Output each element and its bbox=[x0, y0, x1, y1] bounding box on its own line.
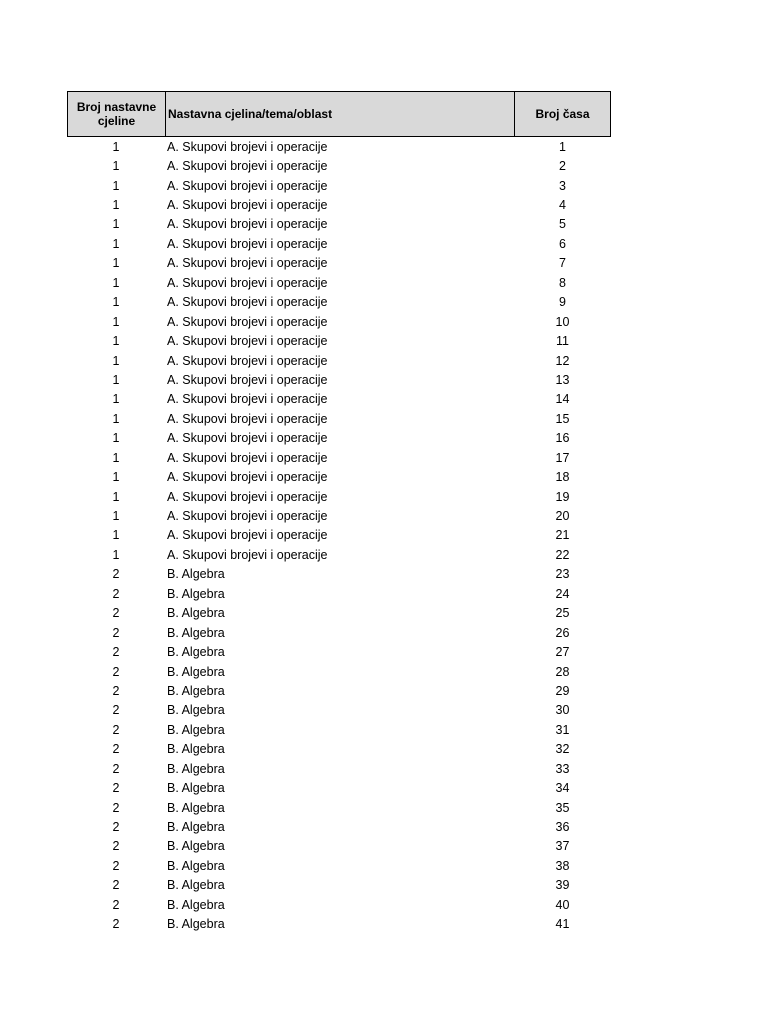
cell-unit-number: 1 bbox=[112, 450, 120, 465]
cell-lesson-number: 36 bbox=[555, 820, 570, 835]
cell-unit-number: 2 bbox=[112, 742, 120, 757]
table-row bbox=[67, 798, 611, 817]
cell-lesson-number: 27 bbox=[555, 645, 570, 660]
cell-lesson-number: 17 bbox=[555, 450, 570, 465]
cell-unit-number: 1 bbox=[112, 256, 120, 271]
cell-topic: B. Algebra bbox=[167, 917, 225, 932]
table-header bbox=[67, 91, 611, 137]
cell-lesson-number: 38 bbox=[555, 858, 570, 873]
table-row bbox=[67, 662, 611, 681]
cell-unit-number: 1 bbox=[112, 528, 120, 543]
cell-lesson-number: 24 bbox=[555, 586, 570, 601]
header-unit-number: Broj nastavne cjeline bbox=[68, 92, 166, 136]
cell-unit-number: 1 bbox=[112, 392, 120, 407]
cell-lesson-number: 11 bbox=[556, 334, 569, 349]
cell-topic: B. Algebra bbox=[167, 878, 225, 893]
cell-topic: A. Skupovi brojevi i operacije bbox=[167, 450, 328, 465]
cell-lesson-number: 34 bbox=[555, 781, 570, 796]
cell-topic: B. Algebra bbox=[167, 800, 225, 815]
table-row bbox=[67, 467, 611, 486]
cell-unit-number: 2 bbox=[112, 645, 120, 660]
cell-topic: B. Algebra bbox=[167, 781, 225, 796]
cell-unit-number: 2 bbox=[112, 897, 120, 912]
table-row bbox=[67, 545, 611, 564]
table-row bbox=[67, 448, 611, 467]
cell-lesson-number: 4 bbox=[559, 198, 566, 213]
cell-unit-number: 1 bbox=[112, 411, 120, 426]
cell-lesson-number: 25 bbox=[555, 606, 570, 621]
cell-lesson-number: 31 bbox=[555, 722, 570, 737]
cell-unit-number: 1 bbox=[112, 275, 120, 290]
table-row bbox=[67, 390, 611, 409]
cell-unit-number: 2 bbox=[112, 800, 120, 815]
cell-lesson-number: 14 bbox=[555, 392, 570, 407]
cell-topic: B. Algebra bbox=[167, 606, 225, 621]
table-row bbox=[67, 351, 611, 370]
cell-unit-number: 1 bbox=[112, 139, 120, 154]
cell-topic: A. Skupovi brojevi i operacije bbox=[167, 489, 328, 504]
cell-lesson-number: 22 bbox=[555, 547, 570, 562]
cell-unit-number: 1 bbox=[112, 509, 120, 524]
cell-unit-number: 1 bbox=[112, 198, 120, 213]
cell-topic: B. Algebra bbox=[167, 567, 225, 582]
table-row bbox=[67, 195, 611, 214]
table-row bbox=[67, 895, 611, 914]
cell-lesson-number: 30 bbox=[555, 703, 570, 718]
cell-unit-number: 2 bbox=[112, 703, 120, 718]
cell-lesson-number: 35 bbox=[555, 800, 570, 815]
cell-lesson-number: 8 bbox=[559, 275, 566, 290]
cell-unit-number: 2 bbox=[112, 858, 120, 873]
table-row bbox=[67, 584, 611, 603]
cell-unit-number: 2 bbox=[112, 878, 120, 893]
table-row bbox=[67, 837, 611, 856]
table-row bbox=[67, 176, 611, 195]
cell-topic: B. Algebra bbox=[167, 761, 225, 776]
cell-topic: B. Algebra bbox=[167, 722, 225, 737]
table-row bbox=[67, 506, 611, 525]
table-row bbox=[67, 429, 611, 448]
cell-unit-number: 1 bbox=[112, 334, 120, 349]
cell-unit-number: 2 bbox=[112, 567, 120, 582]
cell-unit-number: 2 bbox=[112, 820, 120, 835]
cell-unit-number: 1 bbox=[112, 178, 120, 193]
table-row bbox=[67, 681, 611, 700]
cell-lesson-number: 21 bbox=[555, 528, 570, 543]
table-row bbox=[67, 642, 611, 661]
cell-lesson-number: 3 bbox=[559, 178, 566, 193]
cell-unit-number: 1 bbox=[112, 470, 120, 485]
table-row bbox=[67, 876, 611, 895]
cell-lesson-number: 32 bbox=[555, 742, 570, 757]
cell-lesson-number: 16 bbox=[555, 431, 570, 446]
cell-topic: B. Algebra bbox=[167, 664, 225, 679]
cell-topic: B. Algebra bbox=[167, 858, 225, 873]
cell-topic: B. Algebra bbox=[167, 820, 225, 835]
cell-topic: A. Skupovi brojevi i operacije bbox=[167, 275, 328, 290]
cell-lesson-number: 13 bbox=[555, 372, 570, 387]
cell-unit-number: 1 bbox=[112, 236, 120, 251]
table-row bbox=[67, 273, 611, 292]
cell-unit-number: 2 bbox=[112, 683, 120, 698]
table-row bbox=[67, 856, 611, 875]
cell-lesson-number: 7 bbox=[559, 256, 566, 271]
cell-lesson-number: 37 bbox=[555, 839, 570, 854]
header-lesson-number: Broj časa bbox=[535, 107, 590, 121]
cell-topic: A. Skupovi brojevi i operacije bbox=[167, 314, 328, 329]
cell-lesson-number: 33 bbox=[555, 761, 570, 776]
cell-unit-number: 2 bbox=[112, 606, 120, 621]
table-row bbox=[67, 254, 611, 273]
cell-unit-number: 1 bbox=[112, 314, 120, 329]
cell-topic: A. Skupovi brojevi i operacije bbox=[167, 431, 328, 446]
cell-topic: A. Skupovi brojevi i operacije bbox=[167, 470, 328, 485]
cell-lesson-number: 23 bbox=[555, 567, 570, 582]
cell-unit-number: 1 bbox=[112, 372, 120, 387]
table-row bbox=[67, 565, 611, 584]
cell-topic: B. Algebra bbox=[167, 703, 225, 718]
cell-lesson-number: 20 bbox=[555, 509, 570, 524]
cell-topic: A. Skupovi brojevi i operacije bbox=[167, 411, 328, 426]
cell-unit-number: 2 bbox=[112, 781, 120, 796]
cell-topic: A. Skupovi brojevi i operacije bbox=[167, 236, 328, 251]
table-row bbox=[67, 526, 611, 545]
cell-lesson-number: 5 bbox=[559, 217, 566, 232]
cell-lesson-number: 29 bbox=[555, 683, 570, 698]
cell-unit-number: 2 bbox=[112, 722, 120, 737]
table-row bbox=[67, 137, 611, 156]
cell-topic: A. Skupovi brojevi i operacije bbox=[167, 392, 328, 407]
table-row bbox=[67, 370, 611, 389]
table-row bbox=[67, 759, 611, 778]
cell-topic: A. Skupovi brojevi i operacije bbox=[167, 159, 328, 174]
cell-topic: A. Skupovi brojevi i operacije bbox=[167, 528, 328, 543]
cell-unit-number: 1 bbox=[112, 217, 120, 232]
table-row bbox=[67, 215, 611, 234]
cell-lesson-number: 2 bbox=[559, 159, 566, 174]
cell-lesson-number: 15 bbox=[555, 411, 570, 426]
cell-lesson-number: 1 bbox=[559, 139, 566, 154]
cell-unit-number: 2 bbox=[112, 625, 120, 640]
table-row bbox=[67, 234, 611, 253]
cell-topic: B. Algebra bbox=[167, 645, 225, 660]
cell-unit-number: 2 bbox=[112, 664, 120, 679]
cell-topic: B. Algebra bbox=[167, 683, 225, 698]
cell-unit-number: 2 bbox=[112, 586, 120, 601]
cell-lesson-number: 40 bbox=[555, 897, 570, 912]
cell-lesson-number: 19 bbox=[555, 489, 570, 504]
cell-lesson-number: 39 bbox=[555, 878, 570, 893]
cell-topic: A. Skupovi brojevi i operacije bbox=[167, 256, 328, 271]
cell-unit-number: 2 bbox=[112, 917, 120, 932]
cell-topic: B. Algebra bbox=[167, 742, 225, 757]
cell-topic: B. Algebra bbox=[167, 625, 225, 640]
table-row bbox=[67, 156, 611, 175]
table-row bbox=[67, 720, 611, 739]
table-row bbox=[67, 409, 611, 428]
table-row bbox=[67, 701, 611, 720]
cell-topic: A. Skupovi brojevi i operacije bbox=[167, 198, 328, 213]
cell-lesson-number: 9 bbox=[559, 295, 566, 310]
cell-topic: B. Algebra bbox=[167, 897, 225, 912]
table-row bbox=[67, 623, 611, 642]
cell-unit-number: 1 bbox=[112, 431, 120, 446]
cell-lesson-number: 28 bbox=[555, 664, 570, 679]
cell-lesson-number: 26 bbox=[555, 625, 570, 640]
cell-topic: A. Skupovi brojevi i operacije bbox=[167, 509, 328, 524]
cell-topic: A. Skupovi brojevi i operacije bbox=[167, 372, 328, 387]
cell-lesson-number: 18 bbox=[555, 470, 570, 485]
cell-topic: B. Algebra bbox=[167, 839, 225, 854]
cell-lesson-number: 6 bbox=[559, 236, 566, 251]
table-row bbox=[67, 331, 611, 350]
cell-unit-number: 2 bbox=[112, 761, 120, 776]
table-row bbox=[67, 817, 611, 836]
table-row bbox=[67, 293, 611, 312]
cell-unit-number: 1 bbox=[112, 159, 120, 174]
cell-topic: A. Skupovi brojevi i operacije bbox=[167, 547, 328, 562]
cell-lesson-number: 12 bbox=[555, 353, 570, 368]
cell-unit-number: 2 bbox=[112, 839, 120, 854]
cell-topic: A. Skupovi brojevi i operacije bbox=[167, 178, 328, 193]
cell-unit-number: 1 bbox=[112, 489, 120, 504]
cell-topic: B. Algebra bbox=[167, 586, 225, 601]
table-row bbox=[67, 915, 611, 934]
cell-topic: A. Skupovi brojevi i operacije bbox=[167, 217, 328, 232]
table-body bbox=[67, 137, 611, 934]
cell-topic: A. Skupovi brojevi i operacije bbox=[167, 295, 328, 310]
header-topic: Nastavna cjelina/tema/oblast bbox=[166, 92, 515, 136]
table-row bbox=[67, 740, 611, 759]
cell-topic: A. Skupovi brojevi i operacije bbox=[167, 353, 328, 368]
table-row bbox=[67, 312, 611, 331]
table-row bbox=[67, 778, 611, 797]
cell-lesson-number: 10 bbox=[555, 314, 570, 329]
cell-unit-number: 1 bbox=[112, 547, 120, 562]
table-row bbox=[67, 487, 611, 506]
cell-lesson-number: 41 bbox=[555, 917, 570, 932]
table-row bbox=[67, 604, 611, 623]
cell-topic: A. Skupovi brojevi i operacije bbox=[167, 334, 328, 349]
cell-unit-number: 1 bbox=[112, 353, 120, 368]
cell-unit-number: 1 bbox=[112, 295, 120, 310]
cell-topic: A. Skupovi brojevi i operacije bbox=[167, 139, 328, 154]
